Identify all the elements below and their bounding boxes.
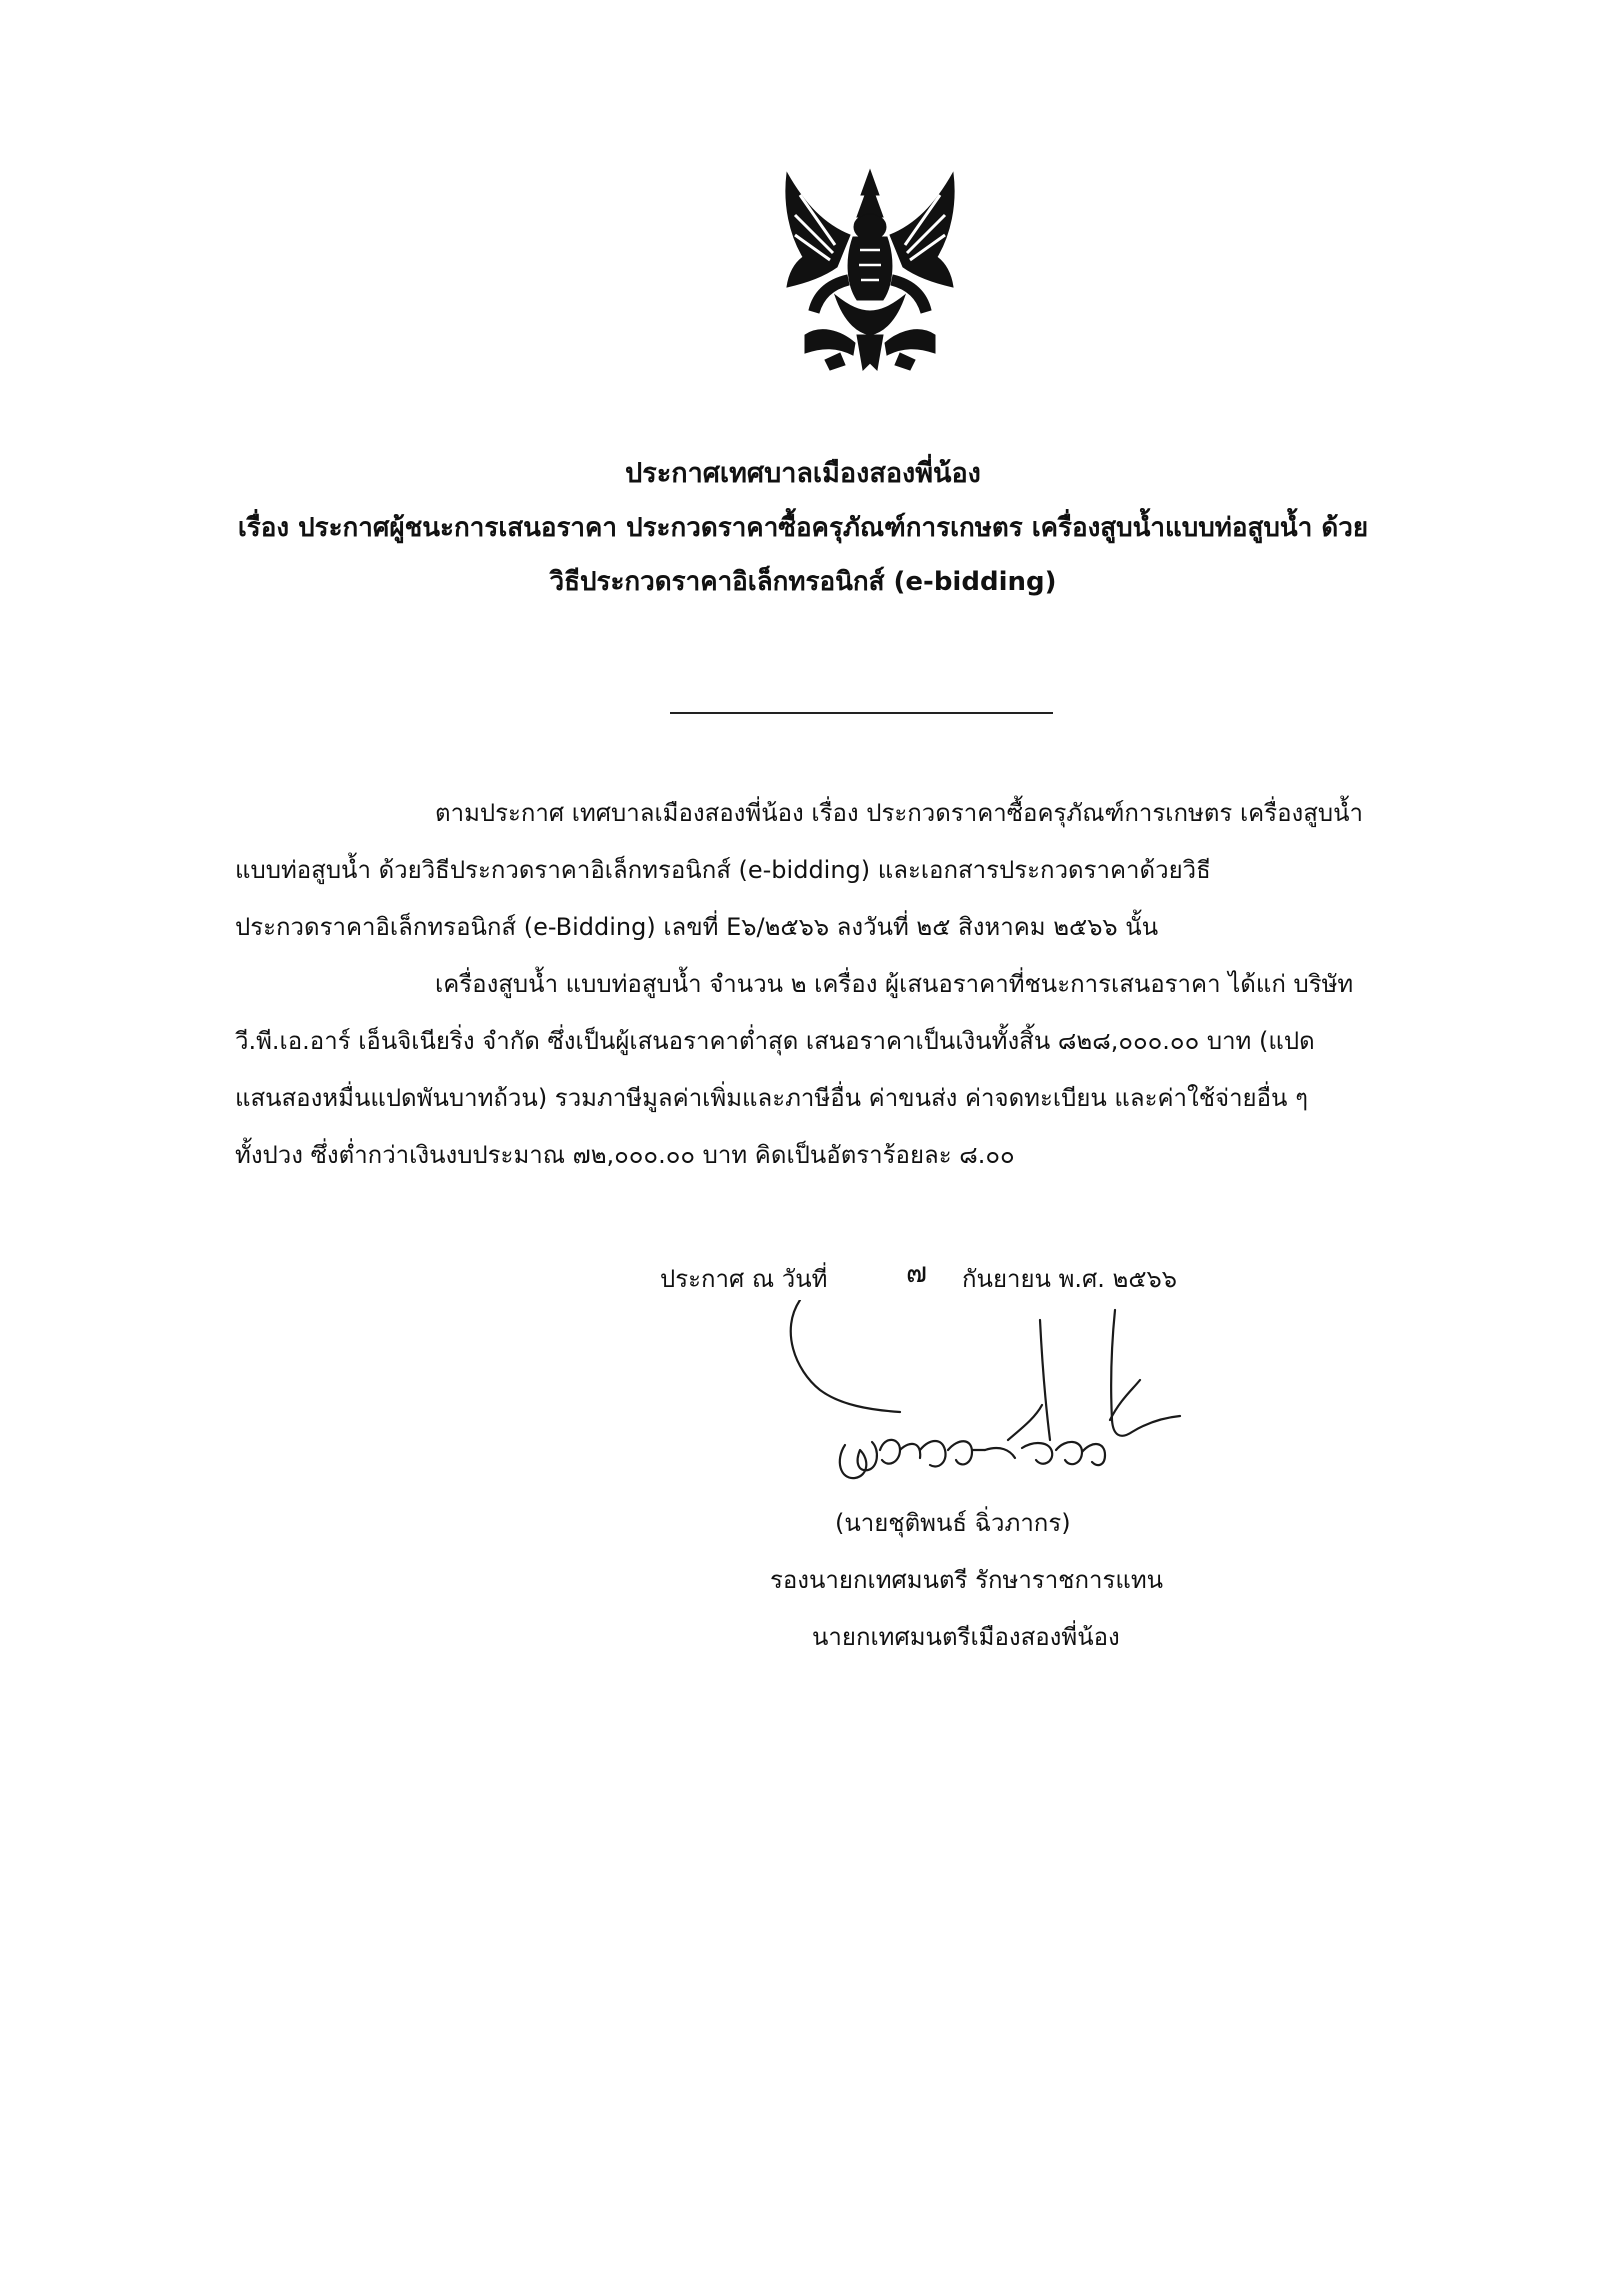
title-divider: [670, 712, 1053, 714]
paragraph1-line2: แบบท่อสูบน้ำ ด้วยวิธีประกวดราคาอิเล็กทรอนิกส์ (e-bidding) และเอกสารประกวดราคาด้วยวิธี: [235, 856, 1211, 884]
paragraph2-line1: เครื่องสูบน้ำ แบบท่อสูบน้ำ จำนวน ๒ เครื่อง ผู้เสนอราคาที่ชนะการเสนอราคา ได้แก่ บริษัท: [435, 970, 1354, 998]
garuda-emblem-icon: [765, 165, 975, 380]
title-block: [180, 455, 1426, 617]
paragraph2-line2: วี.พี.เอ.อาร์ เอ็นจิเนียริ่ง จำกัด ซึ่งเป็นผู้เสนอราคาต่ำสุด เสนอราคาเป็นเงินทั้งสิ้น ๘๒๘,๐๐๐.๐๐ บาท (แปด: [235, 1027, 1315, 1055]
paragraph2-line4: ทั้งปวง ซึ่งต่ำกว่าเงินงบประมาณ ๗๒,๐๐๐.๐๐ บาท คิดเป็นอัตราร้อยละ ๘.๐๐: [235, 1141, 1015, 1169]
subject-line-1: เรื่อง ประกาศผู้ชนะการเสนอราคา ประกวดราคาซื้อครุภัณฑ์การเกษตร เครื่องสูบน้ำแบบท่อสูบน้ำ ด้วย: [237, 513, 1369, 543]
paragraph1-line1: ตามประกาศ เทศบาลเมืองสองพี่น้อง เรื่อง ประกวดราคาซื้อครุภัณฑ์การเกษตร เครื่องสูบน้ำ: [435, 799, 1363, 827]
signatory-position-line2: นายกเทศมนตรีเมืองสองพี่น้อง: [812, 1623, 1120, 1651]
signatory-name: (นายชุติพนธ์ ฉิ่วภากร): [835, 1509, 1071, 1537]
handwritten-signature: [760, 1300, 1250, 1500]
signatory-position-line1: รองนายกเทศมนตรี รักษาราชการแทน: [770, 1566, 1164, 1594]
paragraph2-line3: แสนสองหมื่นแปดพันบาทถ้วน) รวมภาษีมูลค่าเพิ่มและภาษีอื่น ค่าขนส่ง ค่าจดทะเบียน และค่าใช้จ่ายอื่น ๆ: [235, 1084, 1308, 1112]
subject-line-2: วิธีประกวดราคาอิเล็กทรอนิกส์ (e-bidding): [549, 567, 1057, 597]
paragraph1-line3: ประกวดราคาอิเล็กทรอนิกส์ (e-Bidding) เลขที่ E๖/๒๕๖๖ ลงวันที่ ๒๕ สิงหาคม ๒๕๖๖ นั้น: [235, 913, 1159, 941]
document-title: ประกาศเทศบาลเมืองสองพี่น้อง: [625, 458, 981, 489]
announce-month-year: กันยายน พ.ศ. ๒๕๖๖: [962, 1265, 1177, 1293]
announce-day: ๗: [906, 1256, 928, 1289]
announce-prefix: ประกาศ ณ วันที่: [660, 1265, 828, 1293]
